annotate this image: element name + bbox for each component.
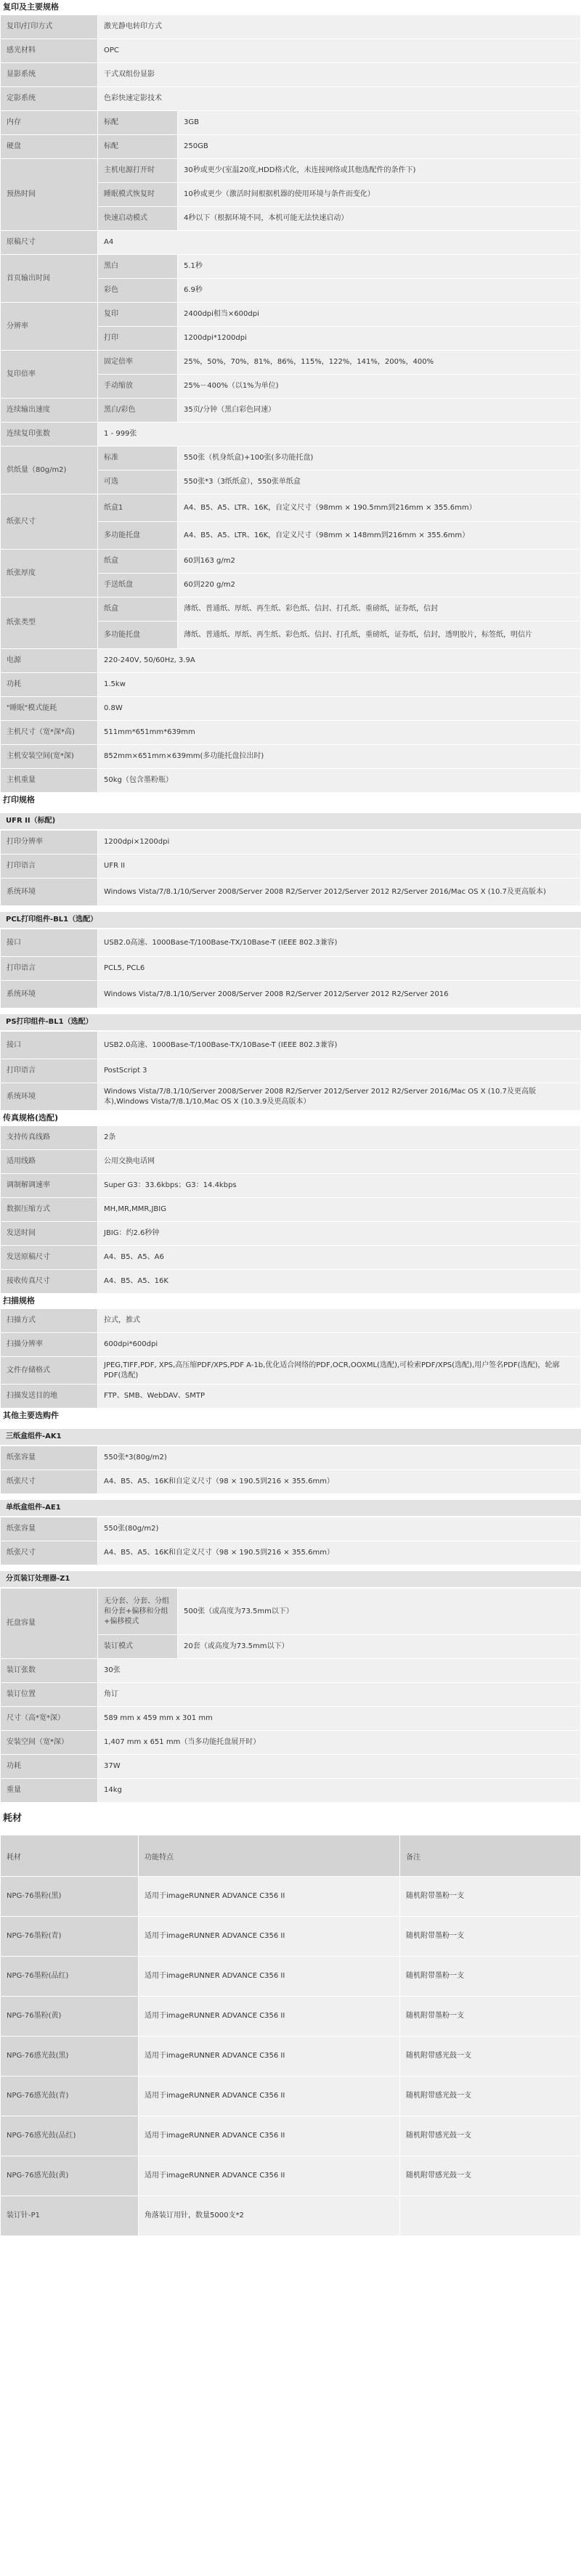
- table-row: [1, 929, 581, 957]
- spec-sublabel: 标配: [98, 135, 178, 159]
- print-spec-table: [0, 929, 581, 1008]
- table-row: [1, 1917, 581, 1957]
- spec-label: 托盘容量: [1, 1589, 98, 1659]
- consumable-note: 随机附带墨粉一支: [400, 1877, 581, 1917]
- spec-sublabel: 手送纸盘: [98, 574, 178, 598]
- table-row: [1, 1357, 581, 1385]
- table-row: [1, 1083, 581, 1111]
- spec-label: 预热时间: [1, 159, 98, 231]
- consumable-feature: 角落装订用针，数量5000支*2: [139, 2196, 400, 2236]
- spec-value: 色彩快速定影技术: [98, 87, 581, 111]
- consumable-note: 随机附带感光鼓一支: [400, 2156, 581, 2196]
- spec-value: 550张*3（3纸纸盒），550张单纸盒: [178, 470, 581, 494]
- spec-label: 内存: [1, 111, 98, 135]
- spec-sublabel: 固定倍率: [98, 351, 178, 375]
- table-row: [1, 159, 581, 183]
- spec-label: 系统环境: [1, 879, 98, 906]
- table-row: [1, 1246, 581, 1270]
- consumable-note: [400, 2196, 581, 2236]
- option-spec-table: [0, 1446, 581, 1494]
- section-title-fax: 传真规格(选配): [0, 1111, 581, 1125]
- spec-value: Super G3：33.6kbps；G3：14.4kbps: [98, 1174, 581, 1198]
- consumable-note: 随机附带墨粉一支: [400, 1997, 581, 2037]
- consumable-note: 随机附带感光鼓一支: [400, 2037, 581, 2076]
- spec-label: 纸张容量: [1, 1446, 98, 1470]
- spec-label: 纸张尺寸: [1, 494, 98, 550]
- table-row: [1, 2116, 581, 2156]
- spec-value: 1200dpi×1200dpi: [98, 831, 581, 855]
- spec-value: 30秒或更少(室温20度,HDD格式化，未连接网络或其他选配件的条件下): [178, 159, 581, 183]
- section-title-scan: 扫描规格: [0, 1294, 581, 1308]
- table-row: [1, 423, 581, 447]
- table-row: [1, 1541, 581, 1565]
- table-row: [1, 1731, 581, 1755]
- table-header-row: [1, 1835, 581, 1877]
- table-row: [1, 303, 581, 327]
- spec-value: 20套（或高度为73.5mm以下）: [178, 1635, 581, 1659]
- consumable-name: NPG-76感光鼓(青): [1, 2076, 139, 2116]
- consumable-feature: 适用于imageRUNNER ADVANCE C356 II: [139, 2037, 400, 2076]
- spec-label: 数据压缩方式: [1, 1198, 98, 1222]
- table-row: [1, 1517, 581, 1541]
- spec-label: 重量: [1, 1779, 98, 1803]
- spec-value: 35页/分钟（黑白彩色同速）: [178, 399, 581, 423]
- spec-label: 文件存储格式: [1, 1357, 98, 1385]
- table-row: [1, 855, 581, 879]
- spec-label: 打印语言: [1, 1059, 98, 1083]
- table-row: [1, 111, 581, 135]
- spec-label: 功耗: [1, 1755, 98, 1779]
- spec-value: 25%－400%（以1%为单位): [178, 375, 581, 399]
- spec-value: 2条: [98, 1126, 581, 1150]
- spec-value: 60到220 g/m2: [178, 574, 581, 598]
- section-title-consumables: 耗材: [3, 1813, 23, 1824]
- section-title-options: 其他主要选购件: [0, 1409, 581, 1423]
- table-row: [1, 1470, 581, 1494]
- table-row: [1, 1126, 581, 1150]
- spec-value: 激光静电转印方式: [98, 15, 581, 39]
- spec-value: 511mm*651mm*639mm: [98, 721, 581, 745]
- spec-value: 0.8W: [98, 697, 581, 721]
- spec-label: 纸张尺寸: [1, 1470, 98, 1494]
- consumable-note: 随机附带墨粉一支: [400, 1917, 581, 1957]
- spec-sublabel: 标准: [98, 447, 178, 470]
- consumable-name: NPG-76墨粉(青): [1, 1917, 139, 1957]
- spec-label: 扫描方式: [1, 1309, 98, 1333]
- column-header: 备注: [400, 1835, 581, 1877]
- table-row: [1, 1877, 581, 1917]
- spec-sublabel: 主机电源打开时: [98, 159, 178, 183]
- spec-label: 安装空间（宽*深）: [1, 1731, 98, 1755]
- spec-label: 连续复印张数: [1, 423, 98, 447]
- spec-value: Windows Vista/7/8.1/10/Server 2008/Server 2008 R2/Server 2012/Server 2012 R2/Server 2016/Mac OS X (10.7及更高版本),Windows Vista/7/8.1/10,Mac OS X (10.3.9及更高版本）: [98, 1083, 581, 1111]
- spec-sublabel: 多功能托盘: [98, 522, 178, 550]
- spec-label: "睡眠"模式能耗: [1, 697, 98, 721]
- spec-value: 2400dpi相当×600dpi: [178, 303, 581, 327]
- spec-value: 220-240V, 50/60Hz, 3.9A: [98, 649, 581, 673]
- consumable-feature: 适用于imageRUNNER ADVANCE C356 II: [139, 2156, 400, 2196]
- group-title: 分页装订处理器-Z1: [0, 1571, 581, 1588]
- spec-value: 600dpi*600dpi: [98, 1333, 581, 1357]
- consumable-name: NPG-76墨粉(黑): [1, 1877, 139, 1917]
- spec-value: 1 - 999张: [98, 423, 581, 447]
- spec-label: 电源: [1, 649, 98, 673]
- spec-label: 调制解调速率: [1, 1174, 98, 1198]
- consumable-note: 随机附带墨粉一支: [400, 1957, 581, 1997]
- spec-value: 30张: [98, 1659, 581, 1683]
- spec-label: 原稿尺寸: [1, 231, 98, 255]
- spec-value: 60到163 g/m2: [178, 550, 581, 574]
- consumable-name: NPG-76墨粉(品红): [1, 1957, 139, 1997]
- table-row: [1, 598, 581, 621]
- spec-value: 250GB: [178, 135, 581, 159]
- spec-value: 1,407 mm x 651 mm（当多功能托盘展开时）: [98, 1731, 581, 1755]
- consumable-feature: 适用于imageRUNNER ADVANCE C356 II: [139, 2116, 400, 2156]
- group-title: 三纸盒组件-AK1: [0, 1429, 581, 1446]
- table-row: [1, 649, 581, 673]
- table-row: [1, 831, 581, 855]
- spec-sublabel: 手动缩放: [98, 375, 178, 399]
- spec-value: USB2.0高速、1000Base-T/100Base-TX/10Base-T (IEEE 802.3兼容): [98, 1032, 581, 1059]
- spec-sublabel: 睡眠模式恢复时: [98, 183, 178, 207]
- table-row: [1, 1779, 581, 1803]
- spec-label: 适用线路: [1, 1150, 98, 1174]
- spec-value: 拉式，推式: [98, 1309, 581, 1333]
- table-row: [1, 673, 581, 697]
- spec-label: 首页输出时间: [1, 255, 98, 303]
- table-row: [1, 87, 581, 111]
- table-row: [1, 1032, 581, 1059]
- table-row: [1, 2076, 581, 2116]
- spec-label: 装订位置: [1, 1683, 98, 1707]
- table-row: [1, 1446, 581, 1470]
- spec-value: A4、B5、A5、16K: [98, 1270, 581, 1294]
- table-row: [1, 63, 581, 87]
- table-row: [1, 550, 581, 574]
- spec-value: MH,MR,MMR,JBIG: [98, 1198, 581, 1222]
- table-row: [1, 981, 581, 1008]
- spec-value: JPEG,TIFF,PDF, XPS,高压缩PDF/XPS,PDF A-1b,优化适合网络的PDF,OCR,OOXML(选配),可检索PDF/XPS(选配),用户签名PDF(选配)，轮廓PDF(选配): [98, 1357, 581, 1385]
- spec-label: 供纸量（80g/m2): [1, 447, 98, 494]
- table-row: [1, 231, 581, 255]
- fax-spec-table: [0, 1125, 581, 1294]
- spec-value: JBIG：约2.6秒钟: [98, 1222, 581, 1246]
- spec-value: 5.1秒: [178, 255, 581, 279]
- consumable-name: NPG-76感光鼓(品红): [1, 2116, 139, 2156]
- spec-value: 1.5kw: [98, 673, 581, 697]
- scan-spec-table: [0, 1308, 581, 1409]
- spec-label: 系统环境: [1, 981, 98, 1008]
- spec-value: 852mm×651mm×639mm(多功能托盘拉出时): [98, 745, 581, 769]
- spec-label: 纸张尺寸: [1, 1541, 98, 1565]
- spec-value: 14kg: [98, 1779, 581, 1803]
- finisher-spec-table: [0, 1588, 581, 1803]
- spec-value: USB2.0高速、1000Base-T/100Base-TX/10Base-T (IEEE 802.3兼容): [98, 929, 581, 957]
- spec-label: 尺寸（高*宽*深）: [1, 1707, 98, 1731]
- spec-value: A4、B5、A5、A6: [98, 1246, 581, 1270]
- spec-sublabel: 彩色: [98, 279, 178, 303]
- spec-value: A4、B5、A5、16K和自定义尺寸（98 × 190.5到216 × 355.6mm）: [98, 1541, 581, 1565]
- table-row: [1, 1659, 581, 1683]
- group-title: 单纸盒组件-AE1: [0, 1500, 581, 1517]
- consumable-feature: 适用于imageRUNNER ADVANCE C356 II: [139, 1997, 400, 2037]
- group-title: UFR II（标配): [0, 813, 581, 830]
- table-row: [1, 1707, 581, 1731]
- table-row: [1, 2156, 581, 2196]
- spec-sublabel: 纸盒: [98, 598, 178, 621]
- consumables-table: [0, 1835, 581, 2236]
- spec-sublabel: 装订模式: [98, 1635, 178, 1659]
- table-row: [1, 957, 581, 981]
- spec-value: FTP、SMB、WebDAV、SMTP: [98, 1385, 581, 1409]
- spec-label: 连续输出速度: [1, 399, 98, 423]
- spec-value: A4: [98, 231, 581, 255]
- table-row: [1, 15, 581, 39]
- spec-value: PostScript 3: [98, 1059, 581, 1083]
- table-row: [1, 1309, 581, 1333]
- spec-sublabel: 多功能托盘: [98, 621, 178, 649]
- table-row: [1, 135, 581, 159]
- table-row: [1, 351, 581, 375]
- spec-value: 500张（或高度为73.5mm以下）: [178, 1589, 581, 1635]
- spec-label: 主机安装空间(宽*深): [1, 745, 98, 769]
- table-row: [1, 1198, 581, 1222]
- table-row: [1, 1589, 581, 1635]
- spec-label: 打印分辨率: [1, 831, 98, 855]
- spec-value: Windows Vista/7/8.1/10/Server 2008/Server 2008 R2/Server 2012/Server 2012 R2/Server 2016/Mac OS X (10.7及更高版本): [98, 879, 581, 906]
- spec-value: 37W: [98, 1755, 581, 1779]
- column-header: 功能特点: [139, 1835, 400, 1877]
- spec-sublabel: 黑白: [98, 255, 178, 279]
- spec-label: 纸张容量: [1, 1517, 98, 1541]
- consumable-name: NPG-76感光鼓(黄): [1, 2156, 139, 2196]
- column-header: 耗材: [1, 1835, 139, 1877]
- spec-value: Windows Vista/7/8.1/10/Server 2008/Server 2008 R2/Server 2012/Server 2012 R2/Server 2016: [98, 981, 581, 1008]
- table-row: [1, 447, 581, 470]
- option-spec-table: [0, 1517, 581, 1565]
- spec-value: 589 mm x 459 mm x 301 mm: [98, 1707, 581, 1731]
- table-row: [1, 2196, 581, 2236]
- table-row: [1, 879, 581, 906]
- spec-label: 接口: [1, 1032, 98, 1059]
- table-row: [1, 1683, 581, 1707]
- consumable-name: NPG-76墨粉(黄): [1, 1997, 139, 2037]
- spec-label: 纸张厚度: [1, 550, 98, 598]
- table-row: [1, 1957, 581, 1997]
- table-row: [1, 1222, 581, 1246]
- consumable-feature: 适用于imageRUNNER ADVANCE C356 II: [139, 1917, 400, 1957]
- spec-value: 550张（机身纸盒)+100张(多功能托盘): [178, 447, 581, 470]
- spec-value: OPC: [98, 39, 581, 63]
- consumable-feature: 适用于imageRUNNER ADVANCE C356 II: [139, 1957, 400, 1997]
- table-row: [1, 2037, 581, 2076]
- consumable-note: 随机附带感光鼓一支: [400, 2116, 581, 2156]
- table-row: [1, 1333, 581, 1357]
- spec-label: 感光材料: [1, 39, 98, 63]
- spec-value: PCL5, PCL6: [98, 957, 581, 981]
- group-title: PCL打印组件-BL1（选配）: [0, 912, 581, 929]
- spec-sublabel: 可选: [98, 470, 178, 494]
- spec-label: 主机尺寸（宽*深*高): [1, 721, 98, 745]
- spec-sublabel: 黑白/彩色: [98, 399, 178, 423]
- spec-value: 3GB: [178, 111, 581, 135]
- spec-sublabel: 纸盒1: [98, 494, 178, 522]
- spec-label: 纸张类型: [1, 598, 98, 649]
- spec-sublabel: 标配: [98, 111, 178, 135]
- spec-value: 公用交换电话网: [98, 1150, 581, 1174]
- spec-label: 硬盘: [1, 135, 98, 159]
- spec-value: 550张*3(80g/m2): [98, 1446, 581, 1470]
- spec-label: 复印/打印方式: [1, 15, 98, 39]
- spec-label: 装订张数: [1, 1659, 98, 1683]
- spec-label: 功耗: [1, 673, 98, 697]
- spec-value: 干式双组份显影: [98, 63, 581, 87]
- spec-value: 薄纸、普通纸、厚纸、再生纸、彩色纸、信封、打孔纸，重磅纸，证券纸，信封，透明胶片，标签纸，明信片: [178, 621, 581, 649]
- table-row: [1, 769, 581, 793]
- section-title-copy: 复印及主要规格: [0, 0, 581, 15]
- spec-sublabel: 纸盒: [98, 550, 178, 574]
- table-row: [1, 745, 581, 769]
- copy-spec-table: [0, 15, 581, 793]
- table-row: [1, 399, 581, 423]
- consumable-feature: 适用于imageRUNNER ADVANCE C356 II: [139, 2076, 400, 2116]
- spec-value: 4秒以下（根据环境不同，本机可能无法快速启动）: [178, 207, 581, 231]
- spec-label: 扫描发送目的地: [1, 1385, 98, 1409]
- spec-label: 打印语言: [1, 855, 98, 879]
- table-row: [1, 255, 581, 279]
- group-title: PS打印组件-BL1（选配）: [0, 1014, 581, 1031]
- consumable-note: 随机附带感光鼓一支: [400, 2076, 581, 2116]
- spec-value: 550张(80g/m2): [98, 1517, 581, 1541]
- spec-label: 打印语言: [1, 957, 98, 981]
- spec-value: A4、B5、A5、LTR、16K，自定义尺寸（98mm × 148mm到216mm × 355.6mm）: [178, 522, 581, 550]
- table-row: [1, 39, 581, 63]
- spec-value: A4、B5、A5、LTR、16K，自定义尺寸（98mm × 190.5mm到216mm × 355.6mm）: [178, 494, 581, 522]
- section-title-print: 打印规格: [0, 793, 581, 807]
- spec-label: 主机重量: [1, 769, 98, 793]
- spec-value: 1200dpi*1200dpi: [178, 327, 581, 351]
- spec-label: 显影系统: [1, 63, 98, 87]
- consumable-name: NPG-76感光鼓(黑): [1, 2037, 139, 2076]
- spec-sublabel: 无分套、分套、分组和分套+偏移和分组+偏移模式: [98, 1589, 178, 1635]
- table-row: [1, 1174, 581, 1198]
- table-row: [1, 494, 581, 522]
- table-row: [1, 697, 581, 721]
- spec-label: 定影系统: [1, 87, 98, 111]
- spec-label: 接收传真尺寸: [1, 1270, 98, 1294]
- table-row: [1, 1755, 581, 1779]
- consumable-name: 装订针-P1: [1, 2196, 139, 2236]
- spec-value: 25%，50%，70%，81%，86%，115%，122%，141%，200%，400%: [178, 351, 581, 375]
- spec-value: 6.9秒: [178, 279, 581, 303]
- print-spec-table: [0, 1031, 581, 1111]
- spec-value: 薄纸、普通纸、厚纸、再生纸、彩色纸、信封、打孔纸、重磅纸，证券纸，信封: [178, 598, 581, 621]
- table-row: [1, 1385, 581, 1409]
- spec-value: UFR II: [98, 855, 581, 879]
- spec-value: 10秒或更少（激活时间根据机器的使用环境与条件而变化）: [178, 183, 581, 207]
- spec-label: 分辨率: [1, 303, 98, 351]
- spec-label: 发送时间: [1, 1222, 98, 1246]
- table-row: [1, 1059, 581, 1083]
- spec-label: 扫描分辨率: [1, 1333, 98, 1357]
- spec-sublabel: 快速启动模式: [98, 207, 178, 231]
- spec-value: A4、B5、A5、16K和自定义尺寸（98 × 190.5到216 × 355.6mm）: [98, 1470, 581, 1494]
- table-row: [1, 1270, 581, 1294]
- consumable-feature: 适用于imageRUNNER ADVANCE C356 II: [139, 1877, 400, 1917]
- table-row: [1, 1997, 581, 2037]
- spec-label: 系统环境: [1, 1083, 98, 1111]
- spec-value: 角订: [98, 1683, 581, 1707]
- spec-sublabel: 打印: [98, 327, 178, 351]
- table-row: [1, 1150, 581, 1174]
- spec-value: 50kg（包含墨粉瓶）: [98, 769, 581, 793]
- table-row: [1, 721, 581, 745]
- spec-label: 接口: [1, 929, 98, 957]
- print-spec-table: [0, 830, 581, 906]
- spec-label: 发送原稿尺寸: [1, 1246, 98, 1270]
- spec-sublabel: 复印: [98, 303, 178, 327]
- spec-label: 支持传真线路: [1, 1126, 98, 1150]
- spec-label: 复印倍率: [1, 351, 98, 399]
